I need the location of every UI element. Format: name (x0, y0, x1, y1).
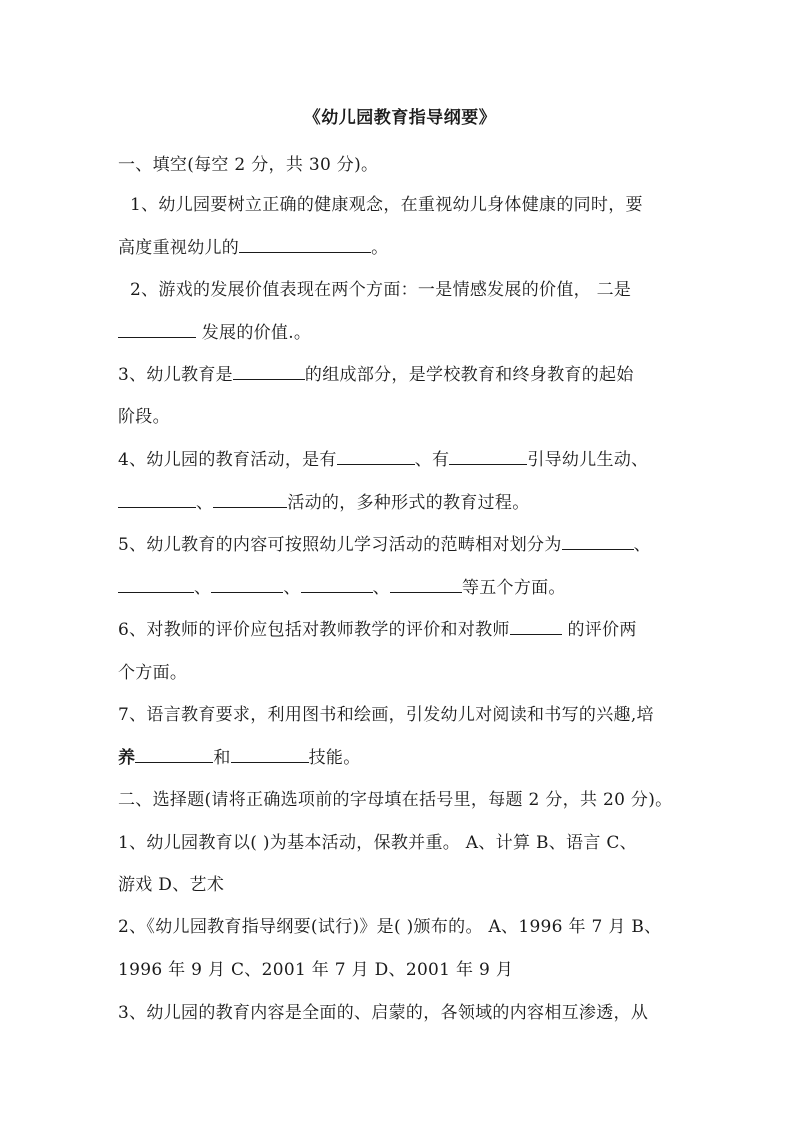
q5-end: 等五个方面。 (461, 578, 566, 598)
fill-blank[interactable] (239, 238, 371, 253)
q1-line2 (118, 233, 688, 258)
q5-line1 (118, 530, 688, 555)
q7-text: 养 (118, 748, 136, 768)
fill-blank[interactable] (233, 365, 305, 380)
fill-blank[interactable] (213, 493, 287, 508)
s2-q2-line2: 1996 年 9 月 C、2001 年 7 月 D、2001 年 9 月 (118, 960, 514, 980)
q4-sep: 、有 (414, 450, 450, 470)
s2-q1-line1: 1、幼儿园教育以( )为基本活动，保教并重。 A、计算 B、语言 C、 (118, 833, 637, 853)
q3-line2: 阶段。 (118, 407, 170, 427)
q1-text: 高度重视幼儿的 (118, 238, 240, 258)
fill-blank[interactable] (118, 323, 196, 338)
q4-end: 活动的，多种形式的教育过程。 (287, 493, 530, 513)
fill-blank[interactable] (231, 748, 309, 763)
q5-sep4: 、 (372, 578, 390, 598)
fill-blank[interactable] (118, 578, 194, 593)
s2-q3-line1: 3、幼儿园的教育内容是全面的、启蒙的，各领域的内容相互渗透，从 (118, 1003, 649, 1023)
q3-text: 3、幼儿教育是 (118, 365, 233, 385)
document-title: 《幼儿园教育指导纲要》 (303, 108, 497, 128)
q6-line1 (118, 615, 688, 640)
q2-end: 发展的价值.。 (201, 323, 312, 343)
section1-heading: 一、填空(每空 2 分，共 30 分)。 (118, 155, 379, 175)
fill-blank[interactable] (449, 450, 527, 465)
q4-text: 4、幼儿园的教育活动，是有 (118, 450, 337, 470)
fill-blank[interactable] (337, 450, 415, 465)
q5-sep2: 、 (194, 578, 212, 598)
fill-blank[interactable] (118, 493, 196, 508)
q4-line1 (118, 445, 688, 470)
q2-line1 (130, 275, 700, 300)
q2-line2 (118, 318, 688, 343)
q1-end: 。 (371, 238, 389, 258)
q4-text2: 引导幼儿生动、 (527, 450, 649, 470)
s2-q2-line1: 2、《幼儿园教育指导纲要(试行)》是( )颁布的。 A、1996 年 7 月 B、 (118, 917, 662, 937)
q6-text: 6、对教师的评价应包括对教师教学的评价和对教师 (118, 620, 510, 640)
q4-sep2: 、 (196, 493, 214, 513)
fill-blank[interactable] (510, 620, 562, 635)
q7-line1: 7、语言教育要求，利用图书和绘画，引发幼儿对阅读和书写的兴趣,培 (118, 705, 654, 725)
q3-text2: 的组成部分，是学校教育和终身教育的起始 (304, 365, 634, 385)
fill-blank[interactable] (301, 578, 373, 593)
s2-q1-line2: 游戏 D、艺术 (118, 875, 225, 895)
fill-blank[interactable] (135, 748, 213, 763)
section2-heading: 二、选择题(请将正确选项前的字母填在括号里，每题 2 分，共 20 分)。 (118, 790, 673, 810)
q5-line2 (118, 573, 688, 598)
q3-line1 (118, 360, 688, 385)
q4-line2 (118, 488, 688, 513)
q5-sep3: 、 (283, 578, 301, 598)
q7-line2 (118, 743, 688, 768)
fill-blank[interactable] (390, 578, 462, 593)
fill-blank[interactable] (562, 535, 634, 550)
q7-end: 技能。 (308, 748, 361, 768)
fill-blank[interactable] (211, 578, 283, 593)
q1-line1: 1、幼儿园要树立正确的健康观念，在重视幼儿身体健康的同时，要 (130, 195, 643, 215)
q6-line2: 个方面。 (118, 663, 188, 683)
q5-text: 5、幼儿教育的内容可按照幼儿学习活动的范畴相对划分为 (118, 535, 562, 555)
q6-text2: 的评价两 (567, 620, 637, 640)
q5-sep: 、 (633, 535, 651, 555)
q2-text: 2、游戏的发展价值表现在两个方面：一是情感发展的价值， 二是 (130, 280, 632, 300)
q7-sep: 和 (213, 748, 231, 768)
